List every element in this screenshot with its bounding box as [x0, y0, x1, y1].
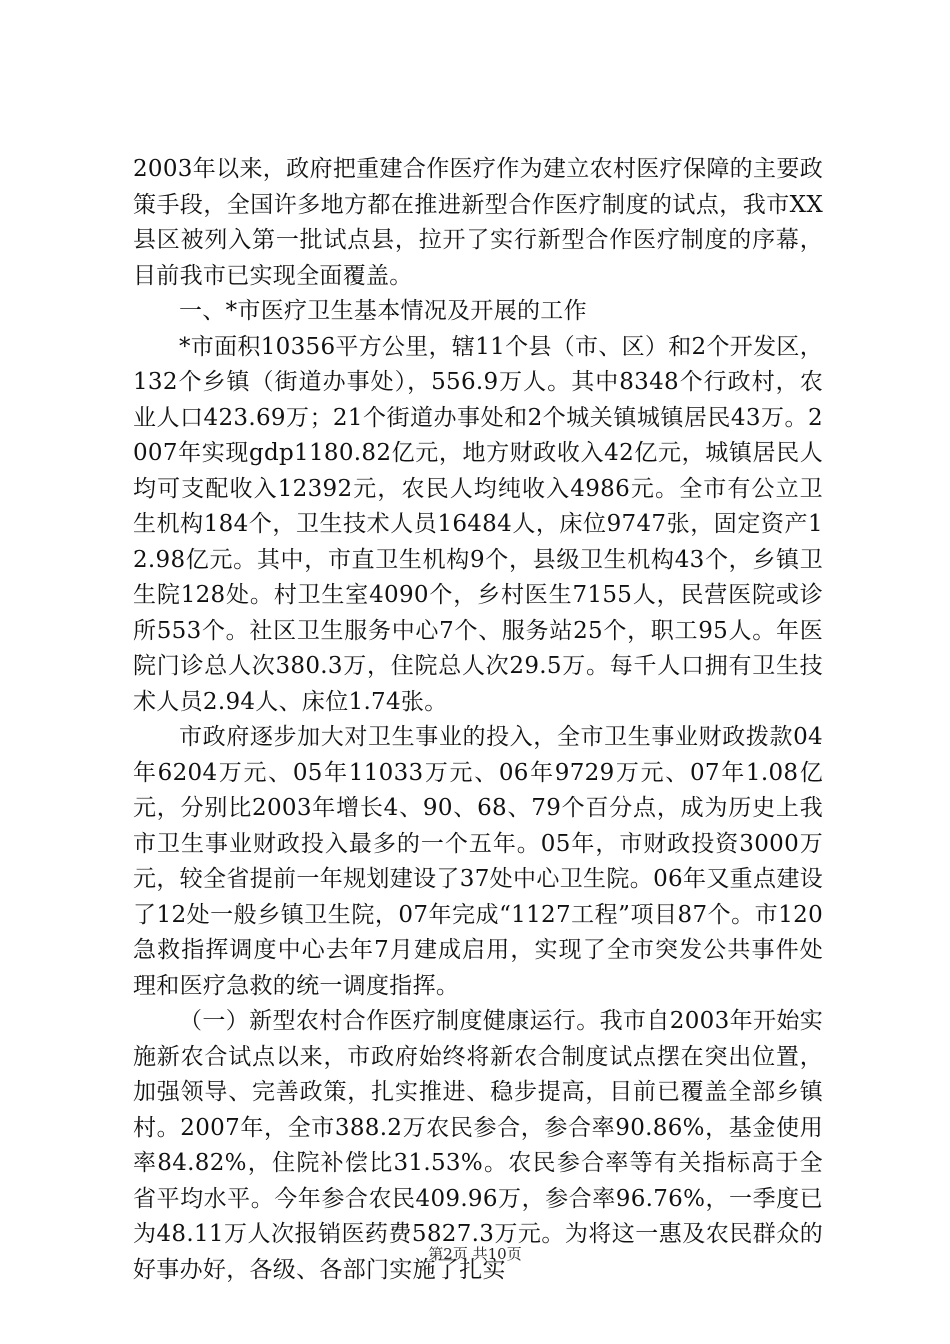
page-footer: 第2页 共10页	[428, 1245, 522, 1263]
paragraph-basic-info: *市面积10356平方公里，辖11个县（市、区）和2个开发区，132个乡镇（街道办事处），556.9万人。其中8348个行政村，农业人口423.69万；21个街道办事处和2个城关镇城镇居民43万。2007年实现gdp1180.82亿元，地方财政收入42亿元，城镇居民人均可支配收入12392元，农民人均纯收入4986元。全市有公立卫生机构184个，卫生技术人员16484人，床位9747张，固定资产12.98亿元。其中，市直卫生机构9个，县级卫生机构43个，乡镇卫生院128处。村卫生室4090个，乡村医生7155人，民营医院或诊所553个。社区卫生服务中心7个、服务站25个，职工95人。年医院门诊总人次380.3万，住院总人次29.5万。每千人口拥有卫生技术人员2.94人、床位1.74张。	[133, 333, 823, 715]
document-body	[133, 152, 823, 1288]
paragraph-investment: 市政府逐步加大对卫生事业的投入，全市卫生事业财政拨款04年6204万元、05年11033万元、06年9729万元、07年1.08亿元，分别比2003年增长4、90、68、79个百分点，成为历史上我市卫生事业财政投入最多的一个五年。05年，市财政投资3000万元，较全省提前一年规划建设了37处中心卫生院。06年又重点建设了12处一般乡镇卫生院，07年完成“1127工程”项目87个。市120急救指挥调度中心去年7月建成启用，实现了全市突发公共事件处理和医疗急救的统一调度指挥。	[133, 724, 823, 999]
section-heading: 一、*市医疗卫生基本情况及开展的工作	[179, 298, 587, 324]
paragraph-cooperative-medical: （一）新型农村合作医疗制度健康运行。我市自2003年开始实施新农合试点以来，市政府始终将新农合制度试点摆在突出位置，加强领导、完善政策，扎实推进、稳步提高，目前已覆盖全部乡镇村。2007年，全市388.2万农民参合，参合率90.86%，基金使用率84.82%，住院补偿比31.53%。农民参合率等有关指标高于全省平均水平。今年参合农民409.96万，参合率96.76%，一季度已为48.11万人次报销医药费5827.3万元。为将这一惠及农民群众的好事办好，各级、各部门实施了扎实	[133, 1008, 823, 1283]
paragraph-intro: 2003年以来，政府把重建合作医疗作为建立农村医疗保障的主要政策手段，全国许多地方都在推进新型合作医疗制度的试点，我市XX县区被列入第一批试点县，拉开了实行新型合作医疗制度的序幕，目前我市已实现全面覆盖。	[133, 156, 823, 289]
